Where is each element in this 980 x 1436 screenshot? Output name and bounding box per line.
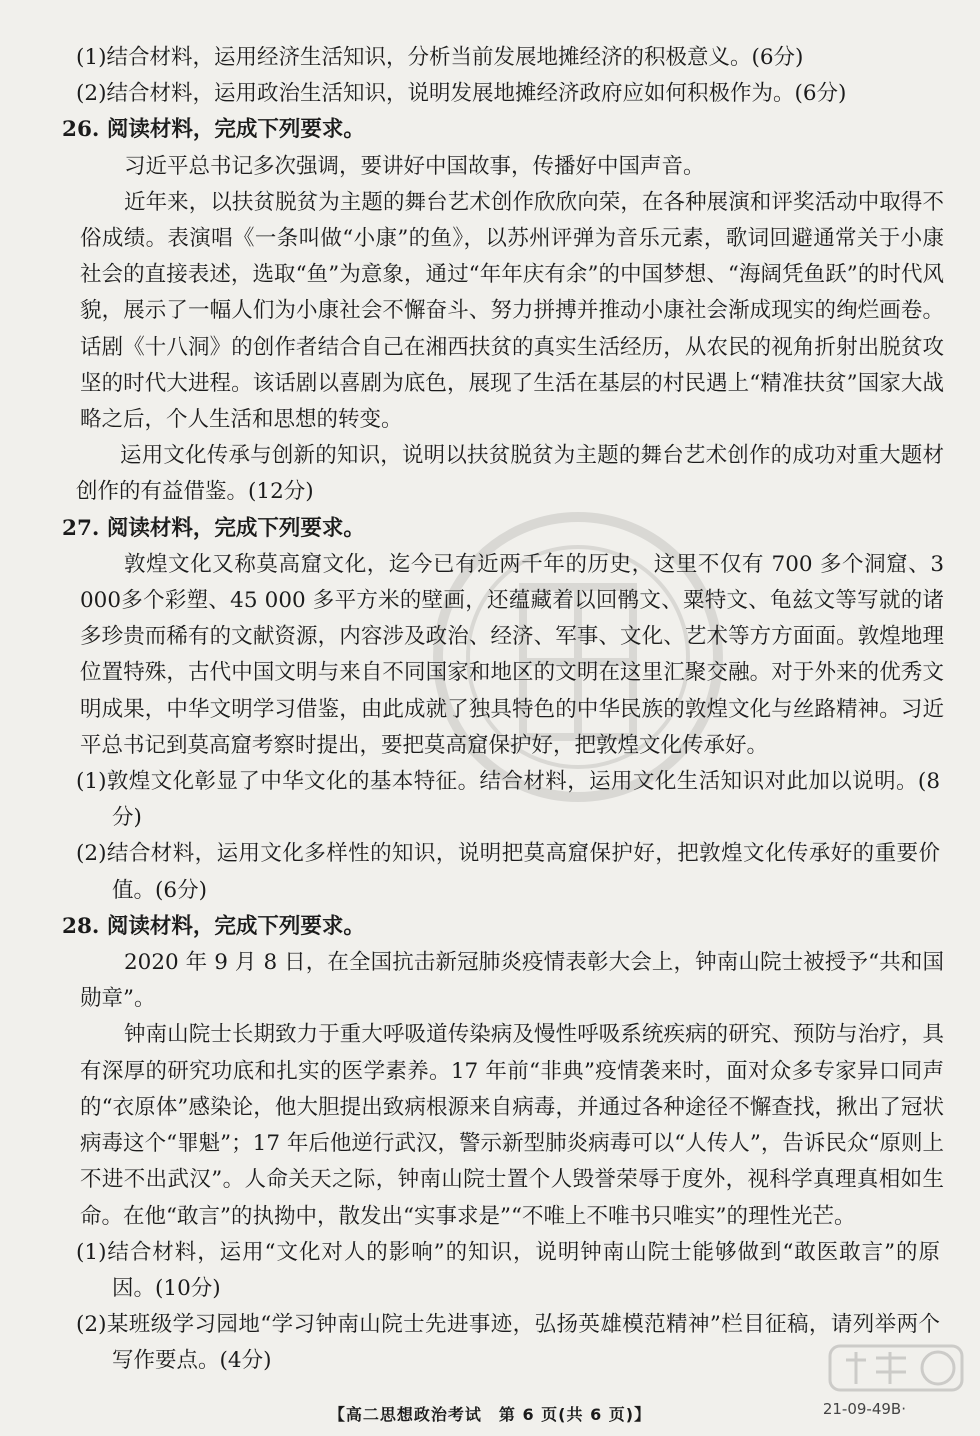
page-footer: 【高二思想政治考试 第 6 页(共 6 页)】 xyxy=(328,1405,652,1424)
q25-sub1: (1)结合材料，运用经济生活知识，分析当前发展地摊经济的积极意义。(6分) xyxy=(76,45,804,70)
q28-title: 28. 阅读材料，完成下列要求。 xyxy=(62,913,365,939)
q28-sub2: (2)某班级学习园地“学习钟南山院士先进事迹，弘扬英雄模范精神”栏目征稿，请列举两个写作要点。(4分) xyxy=(76,1312,940,1374)
q26-question: 运用文化传承与创新的知识，说明以扶贫脱贫为主题的舞台艺术创作的成功对重大题材创作的有益借鉴。(12分) xyxy=(76,443,944,505)
q28-material-1: 2020 年 9 月 8 日，在全国抗击新冠肺炎疫情表彰大会上，钟南山院士被授予“共和国勋章”。 xyxy=(80,950,944,1012)
q26-material-1: 习近平总书记多次强调，要讲好中国故事，传播好中国声音。 xyxy=(124,153,705,179)
q28-material-2: 钟南山院士长期致力于重大呼吸道传染病及慢性呼吸系统疾病的研究、预防与治疗，具有深厚的研究功底和扎实的医学素养。17 年前“非典”疫情袭来时，面对众多专家异口同声的“衣原体”感染论，他大胆提出致病根源来自病毒，并通过各种途径不懈查找，揪出了冠状病毒这个“罪魁”；17 年后他逆行武汉，警示新型肺炎病毒可以“人传人”，告诉民众“原则上不进不出武汉”。人命关天之际，钟南山院士置个人毁誉荣辱于度外，视科学真理真相如生命。在他“敢言”的执拗中，散发出“实事求是”“不唯上不唯书只唯实”的理性光芒。 xyxy=(80,1022,944,1229)
q25-sub2: (2)结合材料，运用政治生活知识，说明发展地摊经济政府应如何积极作为。(6分) xyxy=(76,81,847,107)
paper-code: 21-09-49B· xyxy=(822,1400,906,1418)
q27-sub2: (2)结合材料，运用文化多样性的知识，说明把莫高窟保护好，把敦煌文化传承好的重要价值。(6分) xyxy=(76,841,940,903)
q27-material: 敦煌文化又称莫高窟文化，迄今已有近两千年的历史，这里不仅有 700 多个洞窟、3 000多个彩塑、45 000 多平方米的壁画，还蕴藏着以回鹘文、粟特文、龟兹文等写就的诸多珍贵而稀有的文献资源，内容涉及政治、经济、军事、文化、艺术等方方面面。敦煌地理位置特殊，古代中国文明与来自不同国家和地区的文明在这里汇聚交融。对于外来的优秀文明成果，中华文明学习借鉴，由此成就了独具特色的中华民族的敦煌文化与丝路精神。习近平总书记到莫高窟考察时提出，要把莫高窟保护好，把敦煌文化传承好。 xyxy=(80,551,944,758)
q26-material-2: 近年来，以扶贫脱贫为主题的舞台艺术创作欣欣向荣，在各种展演和评奖活动中取得不俗成绩。表演唱《一条叫做“小康”的鱼》，以苏州评弹为音乐元素，歌词回避通常关于小康社会的直接表述，选取“鱼”为意象，通过“年年庆有余”的中国梦想、“海阔凭鱼跃”的时代风貌，展示了一幅人们为小康社会不懈奋斗、努力拼搏并推动小康社会渐成现实的绚烂画卷。话剧《十八洞》的创作者结合自己在湘西扶贫的真实生活经历，从农民的视角折射出脱贫攻坚的时代大进程。该话剧以喜剧为底色，展现了生活在基层的村民遇上“精准扶贫”国家大战略之后，个人生活和思想的转变。 xyxy=(80,189,944,433)
q28-sub1: (1)结合材料，运用“文化对人的影响”的知识，说明钟南山院士能够做到“敢医敢言”的原因。(10分) xyxy=(76,1239,940,1301)
q27-title: 27. 阅读材料，完成下列要求。 xyxy=(62,515,365,541)
q27-sub1: (1)敦煌文化彰显了中华文化的基本特征。结合材料，运用文化生活知识对此加以说明。(8分) xyxy=(76,769,940,831)
q26-title: 26. 阅读材料，完成下列要求。 xyxy=(62,117,365,143)
